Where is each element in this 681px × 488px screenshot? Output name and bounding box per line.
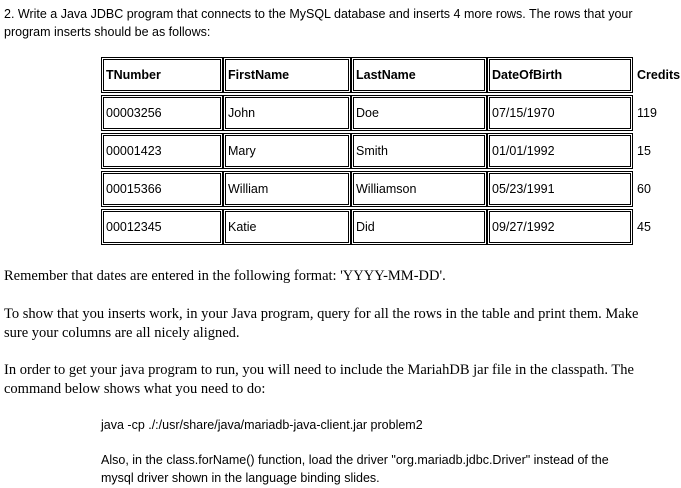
cell-dateofbirth: 09/27/1992: [487, 209, 633, 245]
header-tnumber: TNumber: [101, 57, 223, 93]
command-line: java -cp ./:/usr/share/java/mariadb-java-client.jar problem2: [101, 418, 423, 432]
header-credits: Credits: [637, 68, 681, 82]
cell-firstname: Katie: [223, 209, 351, 245]
header-dateofbirth: DateOfBirth: [487, 57, 633, 93]
cell-dateofbirth: 01/01/1992: [487, 133, 633, 169]
question-text: 2. Write a Java JDBC program that connects to the MySQL database and inserts 4 more rows. The rows that your program inserts should be as follows:: [4, 7, 633, 39]
cell-firstname: Mary: [223, 133, 351, 169]
query-note: To show that you inserts work, in your Java program, query for all the rows in the table and print them. Make sure your columns are all nicely aligned.: [4, 306, 639, 341]
cell-credits: 45: [637, 220, 651, 234]
cell-firstname: William: [223, 171, 351, 207]
cell-lastname: Doe: [351, 95, 487, 131]
cell-lastname: Smith: [351, 133, 487, 169]
cell-tnumber: 00015366: [101, 171, 223, 207]
cell-tnumber: 00001423: [101, 133, 223, 169]
classpath-note: In order to get your java program to run, you will need to include the MariahDB jar file in the classpath. The command below shows what you need to do:: [4, 362, 634, 397]
header-lastname: LastName: [351, 57, 487, 93]
cell-credits: 15: [637, 144, 651, 158]
cell-lastname: Did: [351, 209, 487, 245]
cell-lastname: Williamson: [351, 171, 487, 207]
cell-dateofbirth: 05/23/1991: [487, 171, 633, 207]
cell-dateofbirth: 07/15/1970: [487, 95, 633, 131]
cell-tnumber: 00003256: [101, 95, 223, 131]
cell-firstname: John: [223, 95, 351, 131]
driver-note: Also, in the class.forName() function, load the driver "org.mariadb.jdbc.Driver" instead of the mysql driver shown in the language binding slides.: [101, 453, 609, 485]
header-firstname: FirstName: [223, 57, 351, 93]
dates-note: Remember that dates are entered in the following format: 'YYYY-MM-DD'.: [4, 268, 446, 284]
cell-credits: 119: [637, 106, 657, 120]
cell-tnumber: 00012345: [101, 209, 223, 245]
cell-credits: 60: [637, 182, 651, 196]
